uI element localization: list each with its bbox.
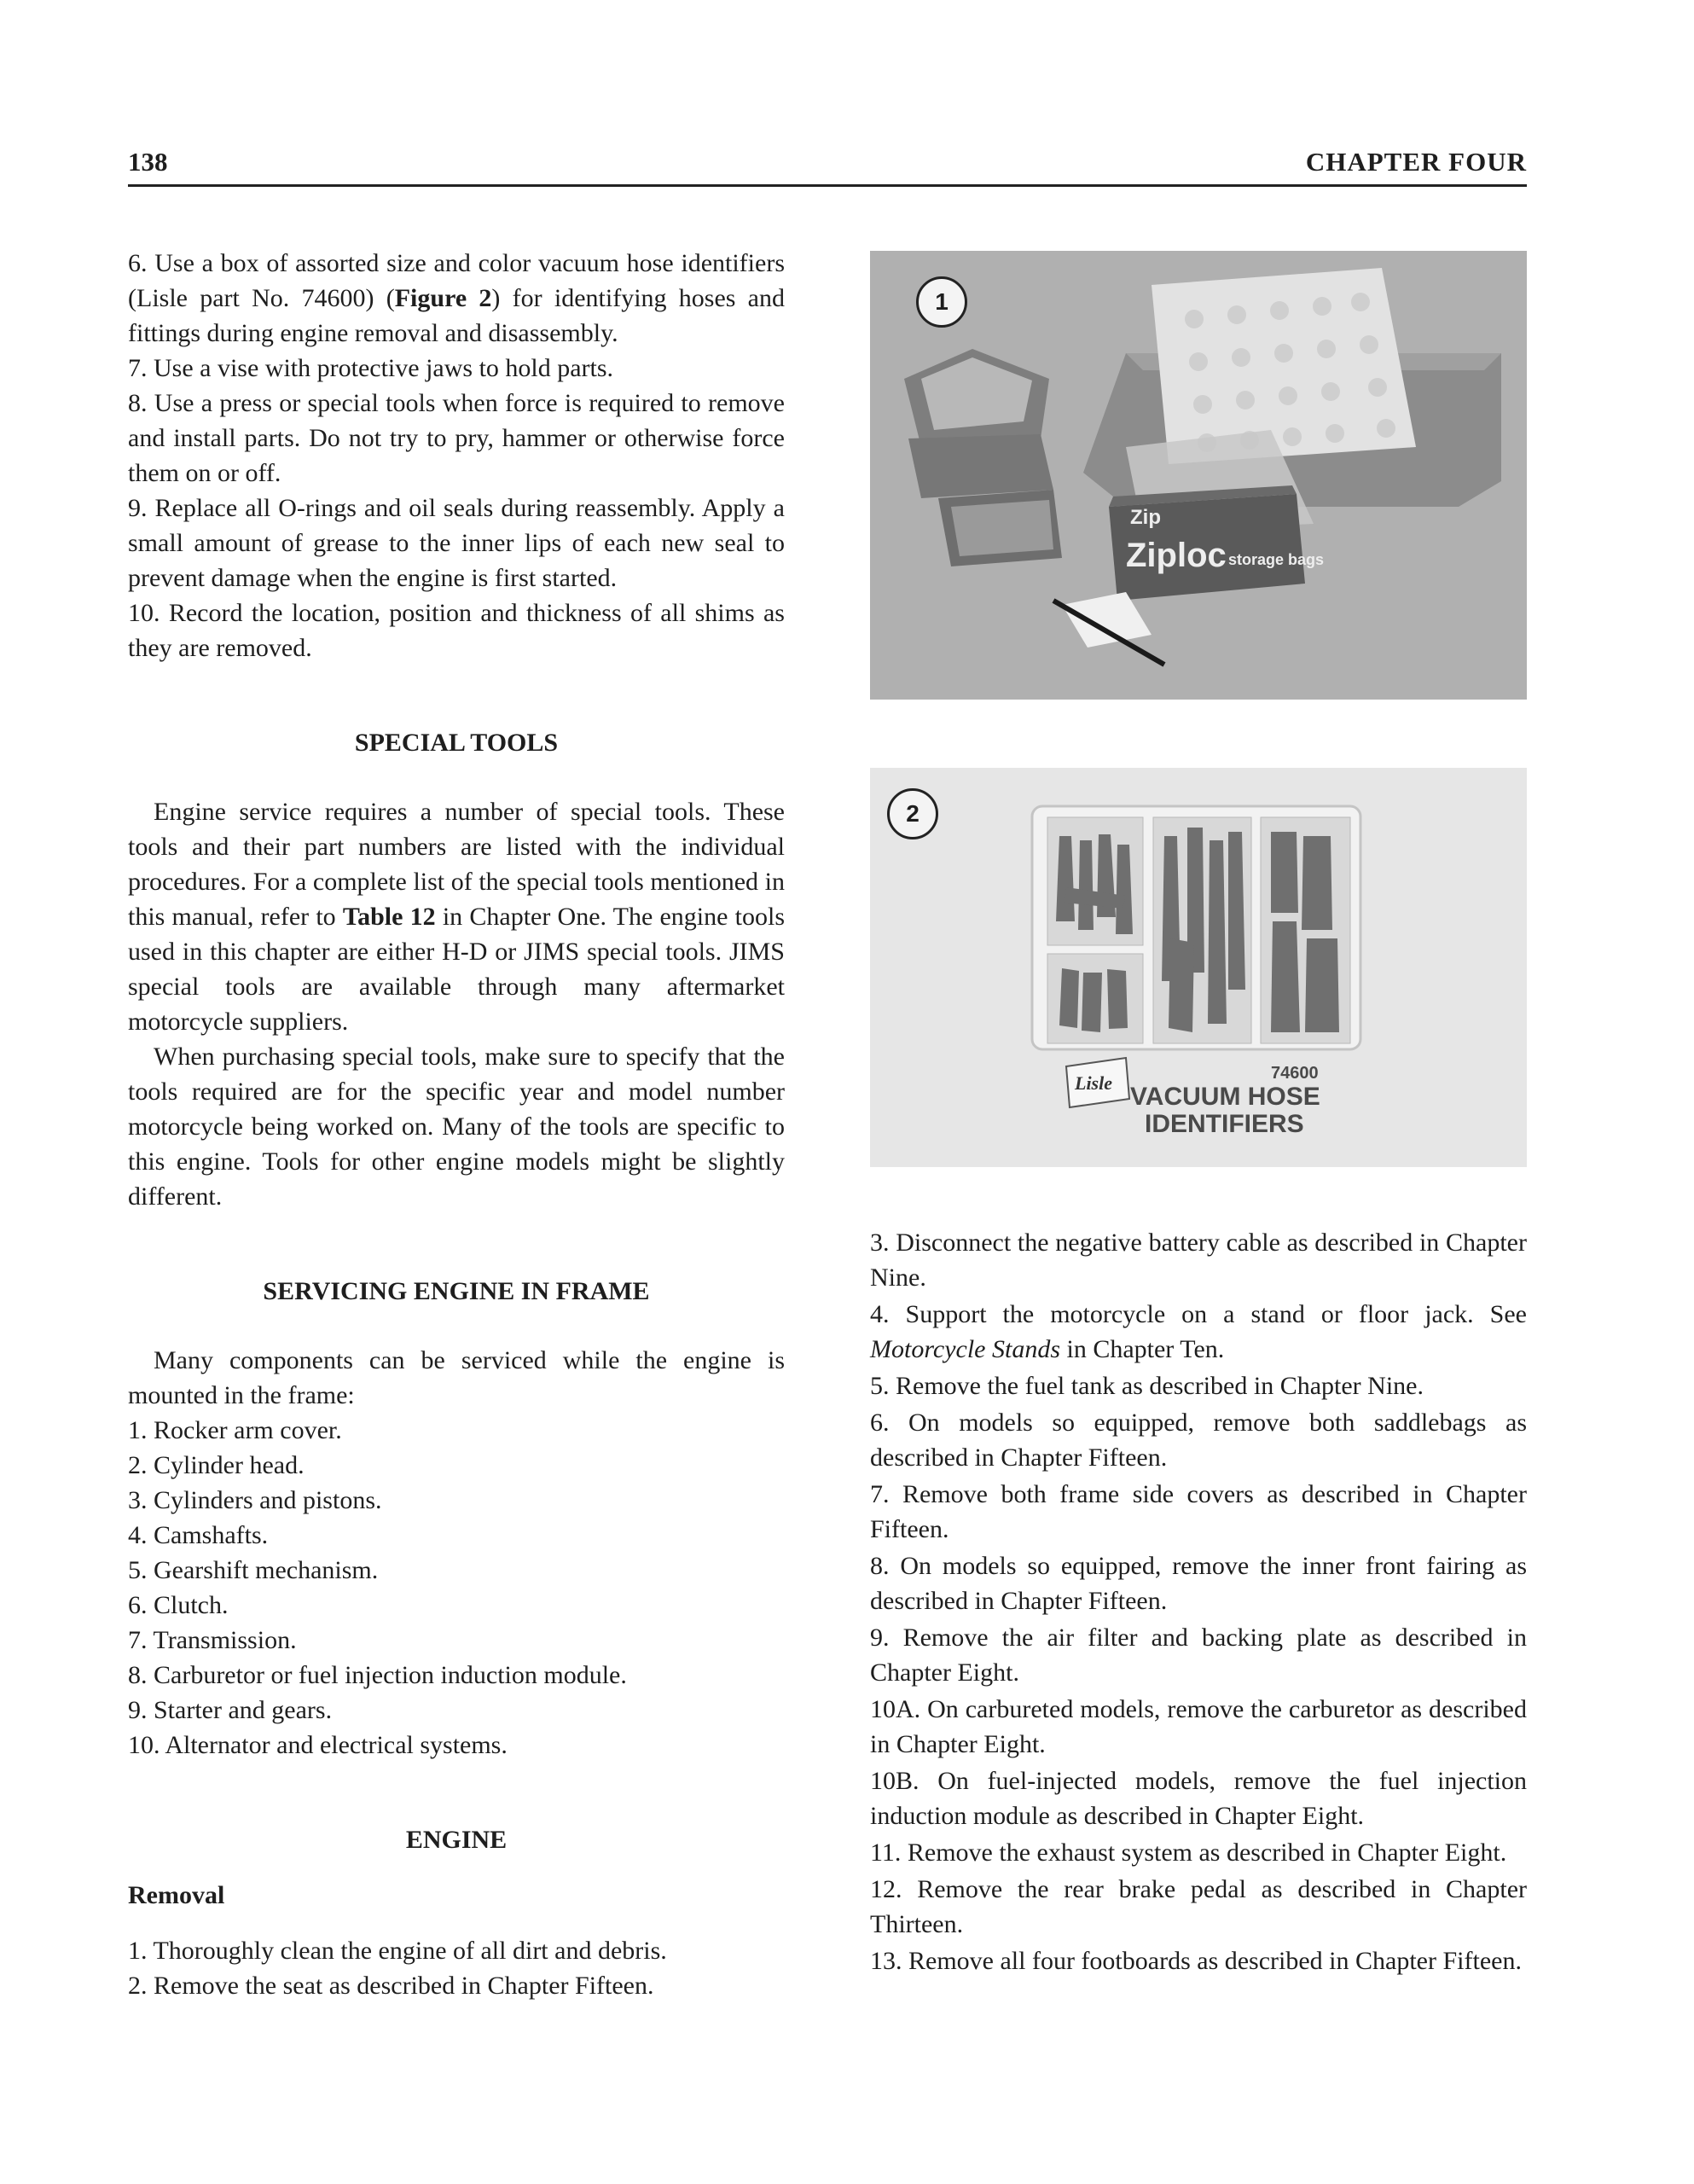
figure-number-badge: 2 [887, 788, 938, 839]
subheading-removal: Removal [128, 1881, 225, 1909]
list-item: 4. Camshafts. [128, 1521, 269, 1549]
cross-reference: Motorcycle Stands [870, 1335, 1060, 1363]
figure-number-badge: 1 [916, 276, 967, 328]
figure-1-illustration [870, 251, 1527, 700]
section-heading-special-tools: SPECIAL TOOLS [354, 729, 559, 757]
svg-text:Ziploc: Ziploc [1126, 537, 1227, 574]
list-item: 8. Use a press or special tools when force is required to remove and install parts. Do not try to pry, hammer or otherwise force them on or off. [128, 389, 785, 487]
list-item: 7. Use a vise with protective jaws to hold parts. [128, 354, 614, 382]
removal-steps-continued [870, 1225, 1527, 1978]
svg-text:Lisle: Lisle [1075, 1072, 1112, 1094]
figure-2-photo [870, 768, 1527, 1167]
svg-text:Zip: Zip [1130, 506, 1161, 529]
svg-text:74600: 74600 [1271, 1064, 1319, 1083]
list-item: 12. Remove the rear brake pedal as described in Chapter Thirteen. [870, 1875, 1527, 1938]
page-header [128, 147, 1527, 187]
list-item: 1. Rocker arm cover. [128, 1416, 342, 1444]
list-item: 10B. On fuel-injected models, remove the fuel injection induction module as described in Chapter Eight. [870, 1767, 1527, 1830]
left-column [128, 246, 785, 2003]
list-item: 6. Clutch. [128, 1591, 229, 1619]
list-item: 10. Record the location, position and thickness of all shims as they are removed. [128, 599, 785, 662]
section-heading-servicing: SERVICING ENGINE IN FRAME [263, 1277, 650, 1305]
chapter-title: CHAPTER FOUR [1305, 147, 1527, 177]
figure-reference: Figure 2 [394, 284, 492, 312]
list-item: 2. Remove the seat as described in Chapter Fifteen. [128, 1972, 654, 2000]
list-item: 10A. On carbureted models, remove the carburetor as described in Chapter Eight. [870, 1695, 1527, 1758]
list-item: 5. Remove the fuel tank as described in Chapter Nine. [870, 1372, 1424, 1400]
svg-text:IDENTIFIERS: IDENTIFIERS [1145, 1110, 1304, 1138]
list-item: 6. On models so equipped, remove both saddlebags as described in Chapter Fifteen. [870, 1409, 1527, 1472]
list-item: 5. Gearshift mechanism. [128, 1556, 379, 1584]
list-item: 7. Transmission. [128, 1626, 297, 1654]
list-item: 9. Remove the air filter and backing plate as described in Chapter Eight. [870, 1623, 1527, 1687]
lisle-logo [1066, 1058, 1129, 1107]
svg-text:storage bags: storage bags [1228, 551, 1325, 568]
paragraph: When purchasing special tools, make sure to specify that the tools required are for the specific year and model number motorcycle being worked on. Many of the tools are specific to this engine. Tools for other engine models might be slightly different. [128, 1043, 785, 1211]
list-item: 8. Carburetor or fuel injection induction module. [128, 1661, 627, 1689]
svg-text:VACUUM HOSE: VACUUM HOSE [1130, 1083, 1320, 1111]
figure-1-photo [870, 251, 1527, 700]
paragraph: Many components can be serviced while the engine is mounted in the frame: [128, 1346, 785, 1409]
table-reference: Table 12 [342, 903, 436, 931]
list-item: 11. Remove the exhaust system as described in Chapter Eight. [870, 1838, 1507, 1867]
component-list [128, 1413, 785, 1763]
list-item: 7. Remove both frame side covers as described in Chapter Fifteen. [870, 1480, 1527, 1543]
list-item: 9. Starter and gears. [128, 1696, 333, 1724]
egg-carton [1152, 268, 1416, 464]
list-item: 1. Thoroughly clean the engine of all dirt and debris. [128, 1937, 667, 1965]
list-item: 2. Cylinder head. [128, 1451, 305, 1479]
right-column [870, 1225, 1527, 1980]
list-item: 10. Alternator and electrical systems. [128, 1731, 508, 1759]
page-number: 138 [128, 147, 168, 177]
ziploc-box [1109, 485, 1324, 601]
section-heading-engine: ENGINE [405, 1826, 508, 1854]
list-item: 8. On models so equipped, remove the inner front fairing as described in Chapter Fifteen. [870, 1552, 1527, 1615]
list-item: 3. Cylinders and pistons. [128, 1486, 382, 1514]
list-item: 4. Support the motorcycle on a stand or floor jack. See Motorcycle Stands in Chapter Ten. [870, 1300, 1527, 1363]
paragraph: Engine service requires a number of special tools. These tools and their part numbers are listed with the individual procedures. For a complete list of the special tools mentioned in this manual, refer to Table 12 in Chapter One. The engine tools used in this chapter are either H-D or JIMS special tools. JIMS special tools are available through many aftermarket motorcycle suppliers. [128, 798, 785, 1036]
list-item: 6. Use a box of assorted size and color vacuum hose identifiers (Lisle part No. 74600) (Figure 2) for identifying hoses and fittings during engine removal and disassembly. [128, 249, 785, 347]
list-item: 3. Disconnect the negative battery cable as described in Chapter Nine. [870, 1228, 1527, 1292]
list-item: 9. Replace all O-rings and oil seals during reassembly. Apply a small amount of grease to the inner lips of each new seal to prevent damage when the engine is first started. [128, 494, 785, 592]
hose-identifier-case [1032, 806, 1360, 1049]
list-item: 13. Remove all four footboards as described in Chapter Fifteen. [870, 1947, 1522, 1975]
removal-steps [128, 1933, 785, 2003]
figure-2-illustration [870, 768, 1527, 1167]
